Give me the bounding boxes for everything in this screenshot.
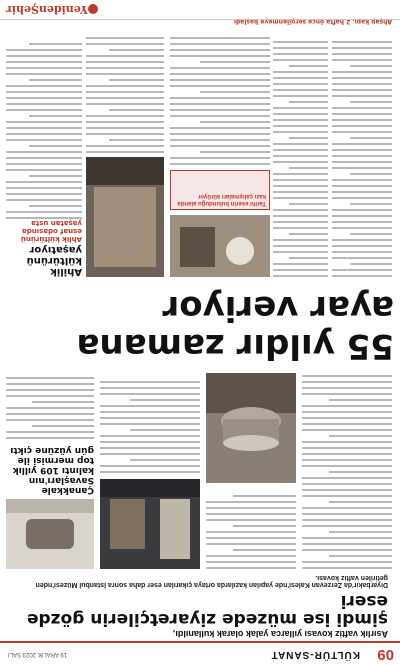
text-column: [332, 27, 392, 277]
logo-word: Yeniden: [38, 3, 88, 16]
text-column: [206, 489, 296, 569]
story-vaftiz-deck: Diyarbakır'da Zerzevan Kalesi'nde yapılan kazılarda ortaya çıkarılan eser daha sonra İstanbul Müzesi'nden getirilen vaftiz kovası.: [35, 574, 388, 588]
footer-bar: [0, 0, 400, 20]
logo-suffix: Şehir: [6, 3, 39, 16]
story-canakkale-subhead: Ahşap kapı, 2 hafta önce sergilenmeye başladı: [233, 18, 392, 25]
text-column: [302, 369, 392, 569]
logo-icon: [88, 4, 98, 14]
story-canakkale-headline: Çanakkale Savaşları'nın kalıntı 109 yıllık top mermisi ile gün yüzüne çıktı: [10, 445, 94, 495]
publication-logo: [6, 3, 88, 16]
text-column: [273, 27, 328, 277]
section-name: KÜLTÜR-SANAT: [270, 649, 360, 660]
story-ahilik-headline: Ahilik kültürünü yaşatıyor: [26, 244, 82, 277]
folio-date: 19 ARALIK 2023 SALI: [8, 651, 68, 657]
story-ahilik-subhead: Ahlik kültürünü esnaf odasında yaşatan usta: [20, 219, 82, 243]
story-vaftiz-headline: şimdi ise müzede ziyaretçilerin gözde eseri: [26, 591, 388, 629]
story-vaftiz-kicker: Asırlık vaftiz kovası yıllarca yalak olarak kullanıldı,: [172, 629, 388, 639]
page-number: 09: [377, 646, 394, 663]
text-column: [170, 27, 270, 165]
story-vaftiz: [0, 575, 400, 641]
text-column: [100, 369, 200, 473]
photo-saat-ustasi: [170, 215, 270, 277]
highlight-box: Tarihi eserin bulunduğu alanda kazı çalışmaları sürüyor: [170, 170, 270, 210]
story-saat-headline: 55 yıldır zamana ayar veriyor: [76, 288, 394, 366]
text-column: [6, 369, 94, 439]
photo-vaftiz-kovasi: [206, 373, 296, 483]
text-column: [86, 27, 164, 153]
text-column: [6, 27, 82, 219]
folio-bar: [0, 641, 400, 665]
photo-top-mermisi: [6, 499, 94, 569]
photo-ahilik: [86, 157, 164, 277]
photo-muze-ic: [100, 479, 200, 569]
